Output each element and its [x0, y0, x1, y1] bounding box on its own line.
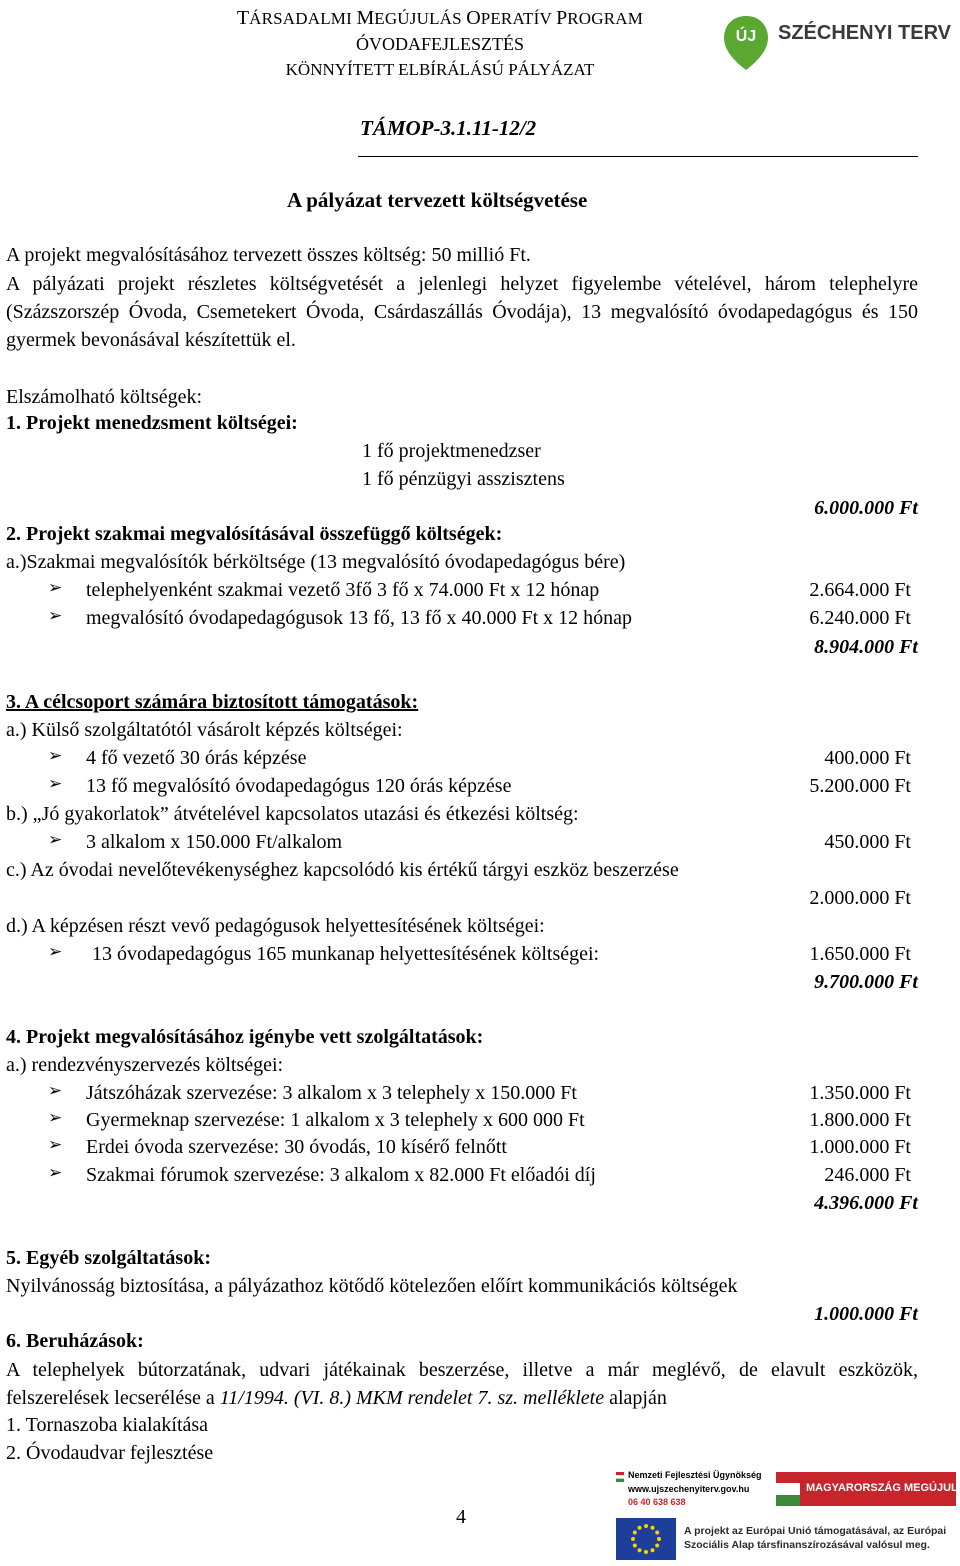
- cost-line-text: 4 fő vezető 30 órás képzése: [86, 747, 307, 769]
- eu-support-line: A projekt az Európai Unió támogatásával, az Európai: [684, 1525, 947, 1537]
- cost-line-text: 3 alkalom x 150.000 Ft/alkalom: [86, 831, 343, 853]
- arrow-bullet-icon: ➢: [48, 578, 63, 598]
- magyarorszag-megujul-logo: [776, 1472, 956, 1506]
- cost-line-amount: 1.350.000 Ft: [809, 1082, 911, 1104]
- cost-line-amount: 2.000.000 Ft: [809, 887, 911, 909]
- cost-line-text: Gyermeknap szervezése: 1 alkalom x 3 telephely x 600 000 Ft: [86, 1109, 585, 1131]
- section-2-title: 2. Projekt szakmai megvalósításával összefüggő költségek:: [6, 523, 503, 545]
- section-2-subtitle: a.)Szakmai megvalósítók bérköltsége (13 megvalósító óvodapedagógus bére): [6, 551, 626, 573]
- program-subtitle: ÓVODAFEJLESZTÉS: [355, 34, 524, 54]
- section-1-item: 1 fő projektmenedzser: [362, 440, 541, 462]
- section-6-text: [6, 1356, 918, 1412]
- megujul-text: MAGYARORSZÁG MEGÚJUL: [806, 1482, 958, 1494]
- section-1-total: 6.000.000 Ft: [814, 497, 918, 519]
- cost-line-amount: 6.240.000 Ft: [809, 607, 911, 629]
- arrow-bullet-icon: ➢: [48, 606, 63, 626]
- page-number: 4: [456, 1506, 466, 1528]
- arrow-bullet-icon: ➢: [48, 1135, 63, 1155]
- nfu-website: www.ujszechenyiterv.gov.hu: [628, 1484, 750, 1494]
- arrow-bullet-icon: ➢: [48, 1081, 63, 1101]
- cost-line-amount: 400.000 Ft: [824, 747, 911, 769]
- page-title: A pályázat tervezett költségvetése: [287, 188, 588, 212]
- section-6-text-end: alapján: [604, 1387, 667, 1409]
- section-3b-title: b.) „Jó gyakorlatok” átvételével kapcsolatos utazási és étkezési költség:: [6, 803, 579, 825]
- section-4-title: 4. Projekt megvalósításához igénybe vett szolgáltatások:: [6, 1026, 484, 1048]
- cost-line-text: Játszóházak szervezése: 3 alkalom x 3 telephely x 150.000 Ft: [86, 1082, 577, 1104]
- cost-line-amount: 2.664.000 Ft: [809, 579, 911, 601]
- szechenyi-logo: [724, 12, 960, 72]
- logo-badge: ÚJ: [735, 28, 757, 45]
- section-3-title: [6, 689, 418, 715]
- section-6-text-main: A telephelyek bútorzatának, udvari játékainak beszerzése, illetve a már meglévő, de elavult eszközök, felszerelések lecserélése a: [6, 1359, 918, 1409]
- investment-item: 2. Óvodaudvar fejlesztése: [6, 1442, 214, 1464]
- intro-paragraph: A pályázati projekt részletes költségvetését a jelenlegi helyzet figyelembe vételével, három telephelyre (Százszorszép Óvoda, Csemetekert Óvoda, Csárdaszállás Óvodája), 13 megvalósító óvodapedagógus és 150 gyermek bevonásával készítettük el.: [6, 273, 918, 351]
- eu-flag-icon: [616, 1518, 676, 1560]
- cost-line-text: 13 óvodapedagógus 165 munkanap helyettesítésének költségei:: [92, 943, 600, 965]
- arrow-bullet-icon: ➢: [48, 830, 63, 850]
- section-4a-title: a.) rendezvényszervezés költségei:: [6, 1054, 284, 1076]
- cost-line-amount: 5.200.000 Ft: [809, 775, 911, 797]
- hu-flag-stripe-icon: [776, 1472, 800, 1506]
- nfu-phone: 06 40 638 638: [628, 1497, 686, 1507]
- header-rule: [358, 156, 918, 157]
- arrow-bullet-icon: ➢: [48, 1108, 63, 1128]
- cost-line-amount: 1.800.000 Ft: [809, 1109, 911, 1131]
- eu-stars-icon: [616, 1518, 676, 1560]
- section-3d-title: d.) A képzésen részt vevő pedagógusok helyettesítésének költségei:: [6, 915, 545, 937]
- cost-line-text: telephelyenként szakmai vezető 3fő 3 fő x 74.000 Ft x 12 hónap: [86, 579, 600, 601]
- cost-line-text: 13 fő megvalósító óvodapedagógus 120 órás képzése: [86, 775, 512, 797]
- section-5-title: 5. Egyéb szolgáltatások:: [6, 1247, 211, 1269]
- cost-line-text: megvalósító óvodapedagógusok 13 fő, 13 fő x 40.000 Ft x 12 hónap: [86, 607, 633, 629]
- arrow-bullet-icon: ➢: [48, 942, 63, 962]
- regulation-reference: 11/1994. (VI. 8.) MKM rendelet 7. sz. melléklete: [219, 1387, 605, 1409]
- intro-total: A projekt megvalósításához tervezett összes költség: 50 millió Ft.: [6, 244, 531, 266]
- cost-line-amount: 450.000 Ft: [824, 831, 911, 853]
- arrow-bullet-icon: ➢: [48, 774, 63, 794]
- eu-support-line: Szociális Alap társfinanszírozásával valósul meg.: [684, 1539, 930, 1551]
- arrow-bullet-icon: ➢: [48, 746, 63, 766]
- cost-line-amount: 1.650.000 Ft: [809, 943, 911, 965]
- section-1-item: 1 fő pénzügyi asszisztens: [362, 468, 565, 490]
- cost-line-amount: 246.000 Ft: [824, 1164, 911, 1186]
- section-2-total: 8.904.000 Ft: [814, 636, 918, 658]
- nfu-name: Nemzeti Fejlesztési Ügynökség: [628, 1470, 762, 1480]
- section-3-total: 9.700.000 Ft: [814, 971, 918, 993]
- section-4-total: 4.396.000 Ft: [814, 1192, 918, 1214]
- program-name: TÁRSADALMI MEGÚJULÁS OPERATÍV PROGRAM: [236, 7, 644, 29]
- section-5-text: Nyilvánosság biztosítása, a pályázathoz kötődő kötelezően előírt kommunikációs költségek: [6, 1275, 738, 1297]
- section-1-title: 1. Projekt menedzsment költségei:: [6, 412, 298, 434]
- section-3a-title: a.) Külső szolgáltatótól vásárolt képzés költségei:: [6, 719, 403, 741]
- section-5-total: 1.000.000 Ft: [814, 1303, 918, 1325]
- logo-text: SZÉCHENYI TERV: [778, 22, 951, 44]
- eligible-costs-label: Elszámolható költségek:: [6, 386, 203, 408]
- eu-support-text: [684, 1524, 946, 1552]
- cost-line-text: Szakmai fórumok szervezése: 3 alkalom x 82.000 Ft előadói díj: [86, 1164, 596, 1186]
- arrow-bullet-icon: ➢: [48, 1163, 63, 1183]
- cost-line-amount: 1.000.000 Ft: [809, 1136, 911, 1158]
- program-call-type: KÖNNYÍTETT ELBÍRÁLÁSÚ PÁLYÁZAT: [285, 60, 595, 79]
- investment-item: 1. Tornaszoba kialakítása: [6, 1414, 209, 1436]
- section-6-title: 6. Beruházások:: [6, 1330, 144, 1352]
- cost-line-text: Erdei óvoda szervezése: 30 óvodás, 10 kísérő felnőtt: [86, 1136, 507, 1158]
- section-3c-title: c.) Az óvodai nevelőtevékenységhez kapcsolódó kis értékű tárgyi eszköz beszerzése: [6, 859, 679, 881]
- program-code: TÁMOP-3.1.11-12/2: [360, 116, 537, 140]
- section-3-title-text: 3. A célcsoport számára biztosított támogatások:: [6, 691, 419, 713]
- hu-flag-icon: [616, 1472, 624, 1482]
